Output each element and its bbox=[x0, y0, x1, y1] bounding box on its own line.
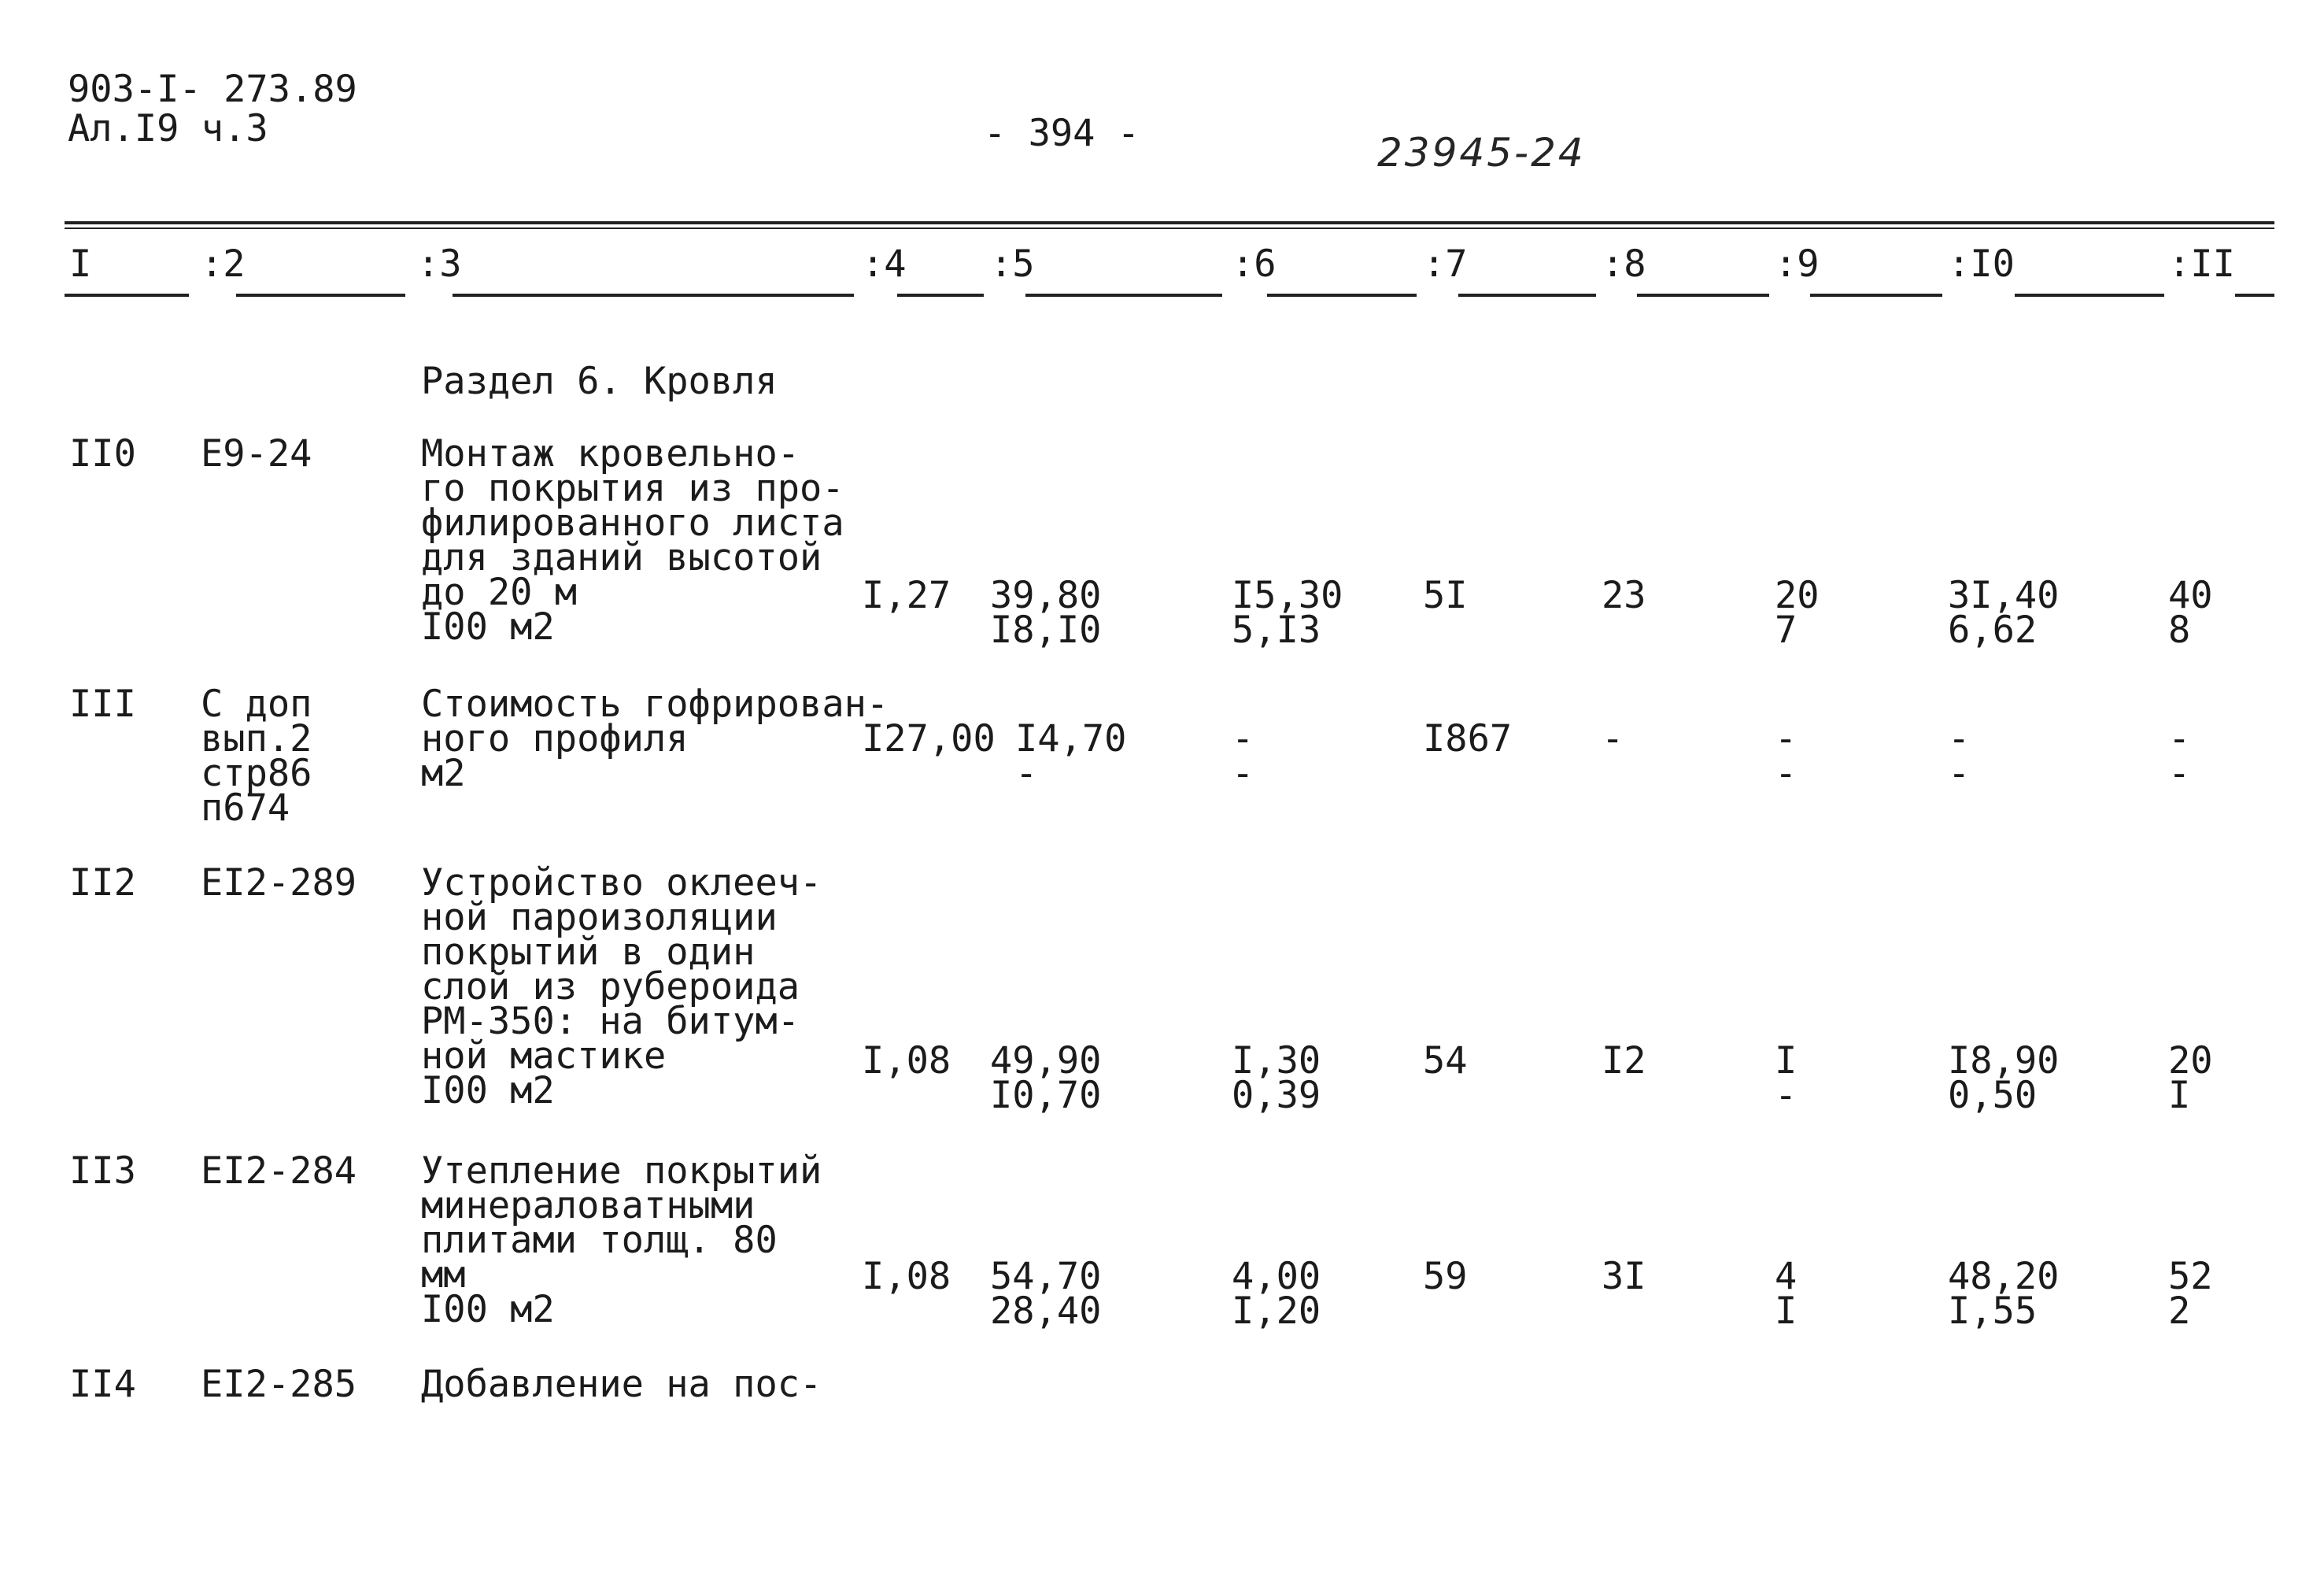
column-header-7: :7 bbox=[1423, 242, 1468, 286]
album-reference: Ал.I9 ч.3 bbox=[68, 107, 268, 150]
column-header-6: :6 bbox=[1232, 242, 1277, 286]
row-col-4: I,27 bbox=[862, 574, 951, 617]
row-code: EI2-284 bbox=[201, 1149, 357, 1193]
header-underline bbox=[2235, 294, 2274, 297]
row-code: EI2-285 bbox=[201, 1363, 357, 1406]
row-col-11: 20 I bbox=[2168, 1039, 2213, 1117]
table-top-rule bbox=[65, 221, 2274, 224]
header-underline bbox=[1637, 294, 1769, 297]
row-number: II3 bbox=[69, 1149, 136, 1193]
row-col-4: I,08 bbox=[862, 1039, 951, 1082]
row-col-6: I,30 0,39 bbox=[1232, 1039, 1321, 1117]
row-col-8: 23 bbox=[1602, 574, 1646, 617]
row-col-10: I8,90 0,50 bbox=[1948, 1039, 2060, 1117]
row-description: Монтаж кровельно- го покрытия из про- филированного листа для зданий высотой до 20 м I00 м2 bbox=[421, 432, 844, 649]
row-col-4: I27,00 bbox=[862, 717, 996, 760]
row-col-8: - bbox=[1602, 717, 1624, 760]
row-col-9: I - bbox=[1775, 1039, 1797, 1117]
table-top-rule-thin bbox=[65, 228, 2274, 229]
column-header-4: :4 bbox=[862, 242, 907, 286]
row-col-9: - - bbox=[1775, 717, 1797, 795]
row-description: Добавление на пос- bbox=[421, 1363, 822, 1406]
row-col-5: 49,90 I0,70 bbox=[990, 1039, 1102, 1117]
handwritten-number: 23945-24 bbox=[1377, 130, 1586, 176]
section-title: Раздел 6. Кровля bbox=[421, 360, 778, 403]
page-number: - 394 - bbox=[984, 112, 1140, 155]
row-description: Устройство оклееч- ной пароизоляции покрытий в один слой из рубероида РМ-350: на битум- ной мастике I00 м2 bbox=[421, 861, 822, 1112]
row-col-4: I,08 bbox=[862, 1255, 951, 1298]
header-underline bbox=[1025, 294, 1222, 297]
column-header-2: :2 bbox=[201, 242, 246, 286]
header-underline bbox=[897, 294, 984, 297]
column-header-11: :II bbox=[2168, 242, 2235, 286]
row-code: EI2-289 bbox=[201, 861, 357, 905]
row-col-9: 4 I bbox=[1775, 1255, 1797, 1333]
header-underline bbox=[1810, 294, 1942, 297]
row-col-5: 54,70 28,40 bbox=[990, 1255, 1102, 1333]
row-col-9: 20 7 bbox=[1775, 574, 1820, 652]
row-code: E9-24 bbox=[201, 432, 312, 475]
header-underline bbox=[453, 294, 854, 297]
row-col-7: 59 bbox=[1423, 1255, 1468, 1298]
row-number: II2 bbox=[69, 861, 136, 905]
row-col-7: I867 bbox=[1423, 717, 1513, 760]
row-col-10: - - bbox=[1948, 717, 1971, 795]
row-col-5: I4,70 - bbox=[1015, 717, 1127, 795]
row-col-6: I5,30 5,I3 bbox=[1232, 574, 1343, 652]
row-col-7: 5I bbox=[1423, 574, 1468, 617]
row-code: С доп вып.2 стр86 п674 bbox=[201, 683, 312, 830]
document-code: 903-I- 273.89 bbox=[68, 68, 357, 111]
row-col-11: 52 2 bbox=[2168, 1255, 2213, 1333]
row-col-8: I2 bbox=[1602, 1039, 1646, 1082]
row-col-10: 3I,40 6,62 bbox=[1948, 574, 2060, 652]
row-col-6: 4,00 I,20 bbox=[1232, 1255, 1321, 1333]
header-underline bbox=[1267, 294, 1417, 297]
row-description: Утепление покрытий минераловатными плитами толщ. 80 мм I00 м2 bbox=[421, 1149, 822, 1331]
row-col-8: 3I bbox=[1602, 1255, 1646, 1298]
row-col-5: 39,80 I8,I0 bbox=[990, 574, 1102, 652]
row-number: II4 bbox=[69, 1363, 136, 1406]
header-underline bbox=[1458, 294, 1596, 297]
row-col-11: - - bbox=[2168, 717, 2191, 795]
column-header-9: :9 bbox=[1775, 242, 1820, 286]
header-underline bbox=[2015, 294, 2164, 297]
column-header-10: :I0 bbox=[1948, 242, 2015, 286]
column-header-8: :8 bbox=[1602, 242, 1646, 286]
row-number: III bbox=[69, 683, 136, 726]
column-header-3: :3 bbox=[417, 242, 462, 286]
row-col-7: 54 bbox=[1423, 1039, 1468, 1082]
row-col-6: - - bbox=[1232, 717, 1254, 795]
column-header-1: I bbox=[69, 242, 92, 286]
row-number: II0 bbox=[69, 432, 136, 475]
row-description: Стоимость гофрирован- ного профиля м2 bbox=[421, 683, 889, 795]
row-col-10: 48,20 I,55 bbox=[1948, 1255, 2060, 1333]
header-underline bbox=[236, 294, 405, 297]
column-header-5: :5 bbox=[990, 242, 1035, 286]
header-underline bbox=[65, 294, 189, 297]
row-col-11: 40 8 bbox=[2168, 574, 2213, 652]
